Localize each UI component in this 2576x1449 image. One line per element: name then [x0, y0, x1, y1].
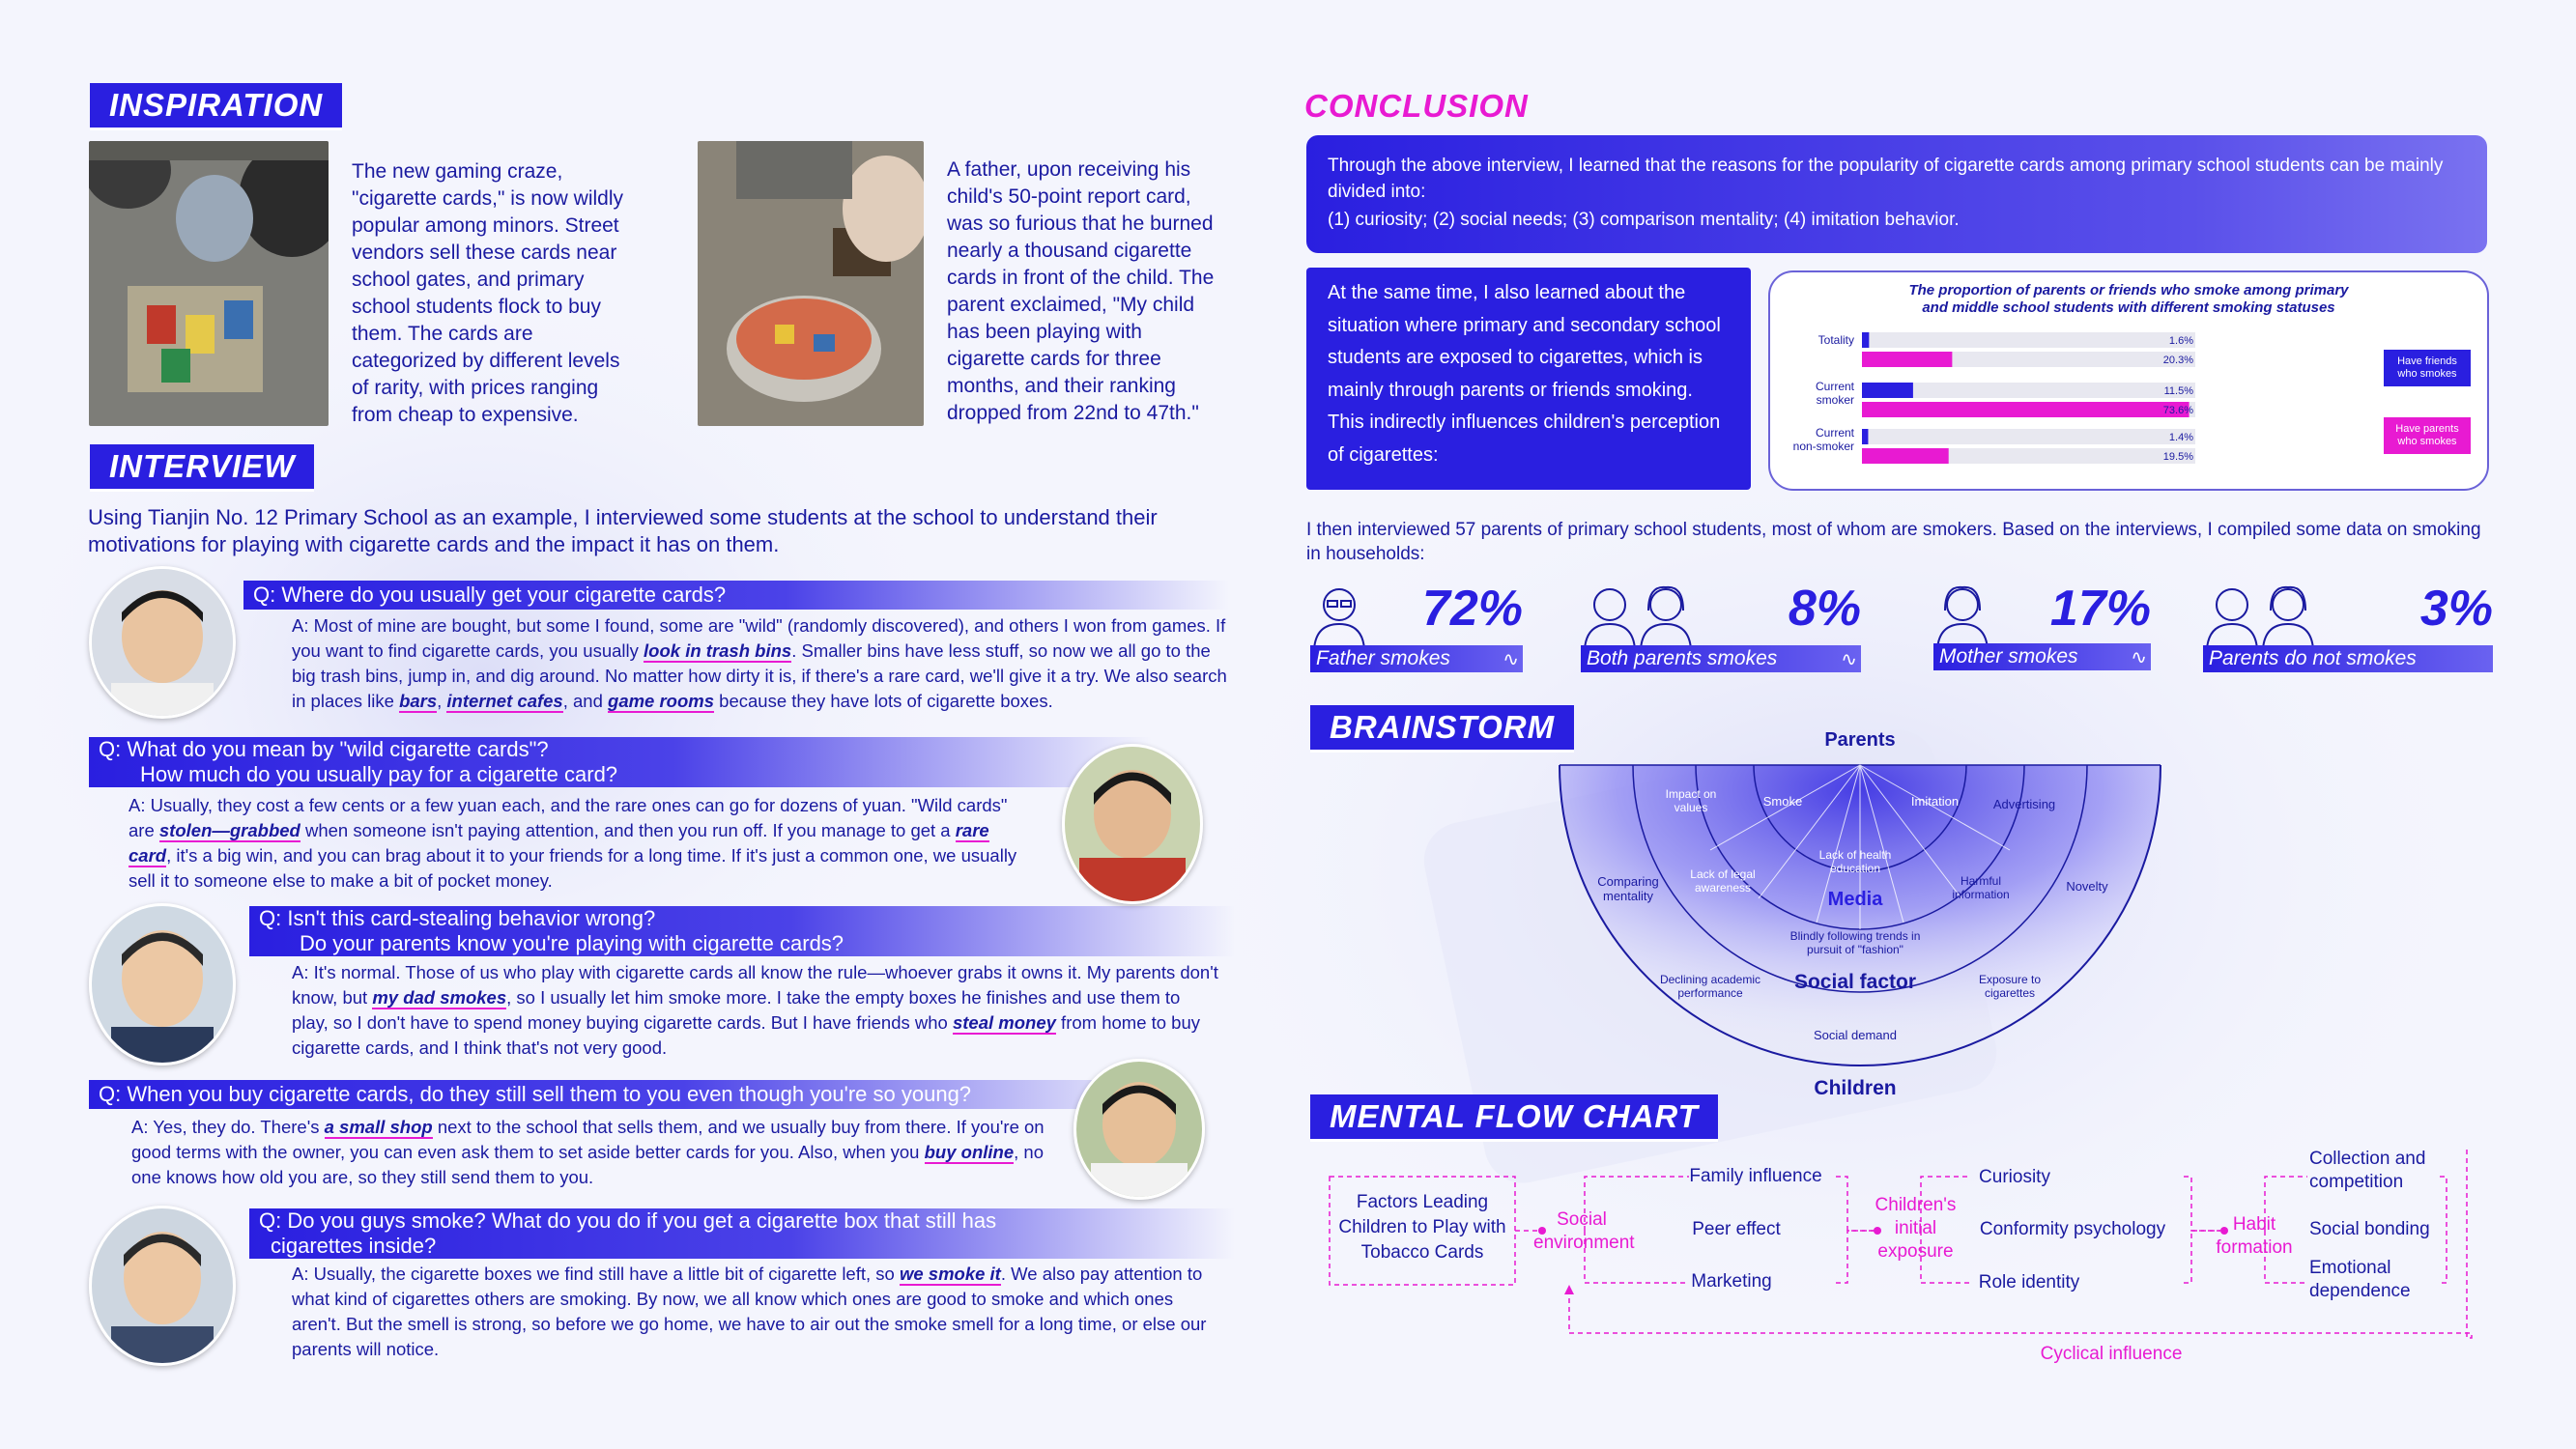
mother-icon: [1933, 583, 1997, 651]
flow-social-environment: Social environment: [1533, 1209, 1635, 1253]
cigarette-icon: ∿: [1841, 649, 1857, 670]
student-avatar-4: [1073, 1059, 1205, 1200]
conclusion-summary-line-2: (1) curiosity; (2) social needs; (3) comparison mentality; (4) imitation behavior.: [1328, 210, 1960, 230]
brainstorm-children: Children: [1814, 1077, 1897, 1099]
highlight-rare-card: rare card: [129, 820, 989, 866]
answer-5: A: Usually, the cigarette boxes we find still have a little bit of cigarette left, so we smoke it. We also pay attention to what kind of cigarettes others are smoking. By now, we all know which ones are good to smoke and which ones aren't. But the smell is strong, so before we go home, we have to air out the smoke smell for a long time, or else our parents will notice.: [292, 1264, 1207, 1359]
chart-bar: [1862, 332, 1869, 348]
interview-heading: INTERVIEW: [90, 444, 314, 492]
stat-mother-smokes: [1933, 580, 2151, 676]
stat-2-label: Both parents smokes: [1581, 645, 1861, 672]
chart-category-label: Current: [1815, 380, 1854, 393]
question-2-line-1: Q: What do you mean by "wild cigarette cards"?: [99, 737, 549, 761]
chart-data-label: 1.6%: [2168, 335, 2193, 347]
stat-3-percent: 17%: [2049, 581, 2151, 637]
chart-data-label: 73.6%: [2162, 405, 2193, 416]
stat-1-percent: 72%: [1421, 581, 1523, 637]
brainstorm-media: Media: [1827, 889, 1883, 910]
brainstorm-lack-health: Lack of health education: [1818, 848, 1892, 875]
flow-initial-exposure: Children's initial exposure: [1875, 1195, 1957, 1262]
conclusion-heading: CONCLUSION: [1304, 88, 1529, 124]
question-3-line-2: Do your parents know you're playing with cigarette cards?: [300, 931, 844, 955]
chart-category-label: Totality: [1818, 333, 1854, 347]
question-5: [249, 1208, 1235, 1259]
chart-legend-label: who smokes: [2397, 436, 2457, 447]
flow-cyclical: Cyclical influence: [2040, 1344, 2183, 1364]
question-2-line-2: How much do you usually pay for a cigarette card?: [140, 762, 618, 786]
parents-intro: I then interviewed 57 parents of primary school students, most of whom are smokers. Based on the interviews, I compiled some data on smoking in households:: [1306, 520, 2481, 564]
question-3-line-1: Q: Isn't this card-stealing behavior wrong?: [259, 906, 656, 930]
conclusion-summary-box: [1306, 135, 2487, 253]
interview-intro: Using Tianjin No. 12 Primary School as an example, I interviewed some students at the school to understand their motivations for playing with cigarette cards and the impact it has on them.: [88, 505, 1158, 556]
answer-4: A: Yes, they do. There's a small shop next to the school that sells them, and we usually buy from there. If you're on good terms with the owner, you can even ask them to set aside better cards for you. Also, when you buy online, no one knows how old you are, so they still send them to you.: [131, 1117, 1045, 1187]
cigarette-icon: ∿: [1503, 649, 1519, 670]
flow-marketing: Marketing: [1691, 1271, 1772, 1292]
highlight-trash-bins: look in trash bins: [644, 640, 792, 661]
exposure-text-box: At the same time, I also learned about the situation where primary and secondary school students are exposed to cigarettes, which is mainly through parents or friends smoking. This indirectly influences children's perception of cigarettes:: [1306, 268, 1751, 490]
chart-bar: [1862, 448, 1949, 464]
question-1: Q: Where do you usually get your cigarette cards?: [243, 581, 1229, 610]
highlight-buy-online: buy online: [924, 1142, 1015, 1162]
brainstorm-impact: Impact on values: [1665, 787, 1717, 814]
chart-title-line-1: The proportion of parents or friends who smoke among primary: [1908, 282, 2349, 298]
father-icon: [1310, 583, 1374, 651]
chart-bar: [1862, 429, 1868, 444]
brainstorm-comparing: Comparing mentality: [1597, 874, 1659, 903]
answer-2: A: Usually, they cost a few cents or a few yuan each, and the rare ones can go for dozens of yuan. "Wild cards" are stolen—grabbed when someone isn't paying attention, and then you run off. If you manage to get a rare card, it's a big win, and you can brag about it to your friends for a long time. If it's just a common one, we usually sell it to someone else to make a bit of pocket money.: [129, 795, 1017, 891]
question-5-line-1: Q: Do you guys smoke? What do you do if you get a cigarette box that still has: [259, 1208, 997, 1233]
chart-category-label: smoker: [1816, 393, 1854, 407]
question-5-line-2: cigarettes inside?: [271, 1234, 437, 1258]
brainstorm-parents: Parents: [1824, 729, 1896, 751]
parents-icon: [1581, 583, 1697, 651]
brainstorm-heading: BRAINSTORM: [1310, 705, 1574, 753]
highlight-stolen-grabbed: stolen—grabbed: [158, 820, 301, 840]
flow-factors: Factors Leading Children to Play with Tobacco Cards: [1338, 1192, 1506, 1263]
highlight-small-shop: a small shop: [324, 1117, 433, 1137]
parents-icon: [2203, 583, 2319, 651]
brainstorm-harmful: Harmful information: [1952, 874, 2010, 901]
card-game-photo: [89, 141, 329, 426]
brainstorm-lack-legal: Lack of legal awareness: [1690, 867, 1756, 895]
flow-collection: Collection and competition: [2309, 1149, 2426, 1192]
highlight-internet-cafes: internet cafes: [446, 691, 563, 711]
flow-habit-formation: Habit formation: [2216, 1214, 2293, 1258]
brainstorm-exposure: Exposure to cigarettes: [1978, 973, 2042, 1000]
cycle-arrow-icon: [1564, 1285, 1574, 1294]
highlight-we-smoke-it: we smoke it: [899, 1264, 1001, 1284]
highlight-steal-money: steal money: [952, 1012, 1056, 1033]
inspiration-heading: INSPIRATION: [90, 83, 342, 130]
stat-parents-do-not-smoke: [2203, 580, 2493, 676]
brainstorm-social-factor: Social factor: [1793, 971, 1917, 993]
chart-legend-label: Have parents: [2395, 423, 2459, 435]
highlight-my-dad-smokes: my dad smokes: [372, 987, 507, 1008]
stat-4-percent: 3%: [2419, 581, 2493, 637]
inspiration-text-1: The new gaming craze, "cigarette cards," is now wildly popular among minors. Street vendors sell these cards near school gates, and primary school students flock to buy them. The cards are categorized by different levels of rarity, with prices ranging from cheap to expensive.: [352, 160, 624, 426]
smoking-proportion-chart: [1768, 270, 2489, 491]
burned-cards-photo: [698, 141, 924, 426]
student-avatar-5: [89, 1206, 236, 1366]
chart-data-label: 11.5%: [2163, 385, 2193, 397]
chart-data-label: 20.3%: [2162, 355, 2193, 366]
brainstorm-declining: Declining academic performance: [1659, 973, 1761, 1000]
flow-family-influence: Family influence: [1689, 1166, 1822, 1186]
flow-heading: MENTAL FLOW CHART: [1310, 1094, 1718, 1142]
chart-legend-label: who smokes: [2397, 368, 2457, 380]
brainstorm-advertising: Advertising: [1992, 797, 2056, 811]
chart-legend-label: Have friends: [2397, 355, 2457, 367]
answer-3: A: It's normal. Those of us who play with cigarette cards all know the rule—whoever grabs it owns it. My parents don't know, but my dad smokes, so I usually let him smoke more. I take the empty boxes he finishes and use them to play, so I don't have to spend money buying cigarette cards. But I have friends who steal money from home to buy cigarette cards, and I think that's not very good.: [292, 962, 1218, 1058]
chart-bar: [1862, 402, 2190, 417]
brainstorm-social-demand: Social demand: [1814, 1028, 1897, 1042]
conclusion-summary-line-1: Through the above interview, I learned that the reasons for the popularity of cigarette cards among primary school students can be mainly divided into:: [1328, 156, 2444, 202]
brainstorm-smoke: Smoke: [1762, 794, 1803, 809]
student-avatar-2: [1062, 744, 1203, 904]
brainstorm-imitation: Imitation: [1910, 794, 1960, 809]
household-smoking-stats: [1310, 580, 2493, 686]
chart-bar: [1862, 383, 1913, 398]
student-avatar-3: [89, 903, 236, 1065]
stat-2-percent: 8%: [1788, 581, 1861, 637]
chart-data-label: 1.4%: [2168, 432, 2193, 443]
flow-peer-effect: Peer effect: [1692, 1219, 1781, 1239]
cigarette-icon: ∿: [2131, 647, 2147, 668]
flow-curiosity: Curiosity: [1979, 1167, 2050, 1187]
question-3: [249, 906, 1235, 956]
flow-role-identity: Role identity: [1978, 1272, 2080, 1293]
chart-bar: [1862, 352, 1952, 367]
chart-category-label: Current: [1815, 426, 1854, 440]
chart-bar-track: [1862, 429, 2195, 444]
stat-1-label: Father smokes: [1310, 645, 1523, 672]
chart-bar-track: [1862, 332, 2195, 348]
flow-emotional: Emotional dependence: [2309, 1258, 2411, 1301]
question-4: Q: When you buy cigarette cards, do they still sell them to you even though you're so young?: [89, 1080, 1171, 1109]
stat-4-label: Parents do not smokes: [2203, 645, 2493, 672]
student-avatar-1: [89, 566, 236, 719]
chart-plot: [1770, 272, 2491, 493]
highlight-game-rooms: game rooms: [608, 691, 715, 711]
brainstorm-novelty: Novelty: [2066, 879, 2108, 894]
answer-1: A: Most of mine are bought, but some I found, some are "wild" (randomly discovered), and others I won from games. If you want to find cigarette cards, you usually look in trash bins. Smaller bins have less stuff, so now we all go to the big trash bins, jump in, and dig around. No matter how dirty it is, if there's a rare card, we'll give it a try. We also search in places like bars, internet cafes, and game rooms because they have lots of cigarette boxes.: [292, 615, 1227, 711]
chart-title-line-2: and middle school students with different smoking statuses: [1922, 299, 2335, 316]
inspiration-text-2: A father, upon receiving his child's 50-point report card, was so furious that he burned nearly a thousand cigarette cards in front of the child. The parent exclaimed, "My child has been playing with cigarette cards for three months, and their ranking dropped from 22nd to 47th.": [947, 158, 1215, 424]
question-2: [89, 737, 1152, 787]
chart-category-label: non-smoker: [1792, 440, 1854, 453]
flow-conformity: Conformity psychology: [1979, 1219, 2166, 1239]
chart-data-label: 19.5%: [2162, 451, 2193, 463]
brainstorm-blindly: Blindly following trends in pursuit of "fashion": [1789, 929, 1921, 956]
stat-both-parents-smoke: [1581, 580, 1861, 676]
flow-social-bonding: Social bonding: [2309, 1219, 2430, 1239]
highlight-bars: bars: [399, 691, 438, 711]
stat-3-label: Mother smokes: [1933, 643, 2151, 670]
stat-father-smokes: [1310, 580, 1523, 676]
